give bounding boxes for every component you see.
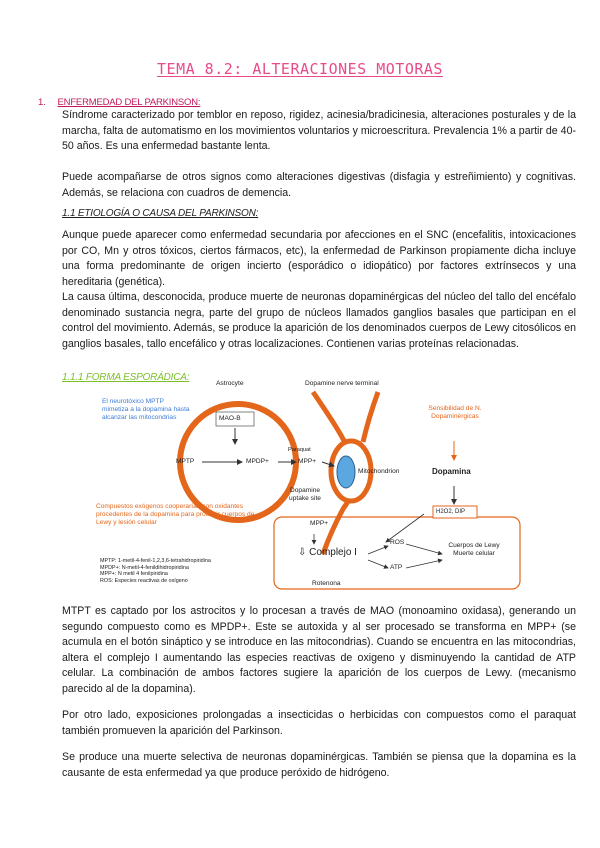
label-complejo: ⇩ Complejo I — [298, 547, 357, 558]
label-cuerpos: Cuerpos de Lewy Muerte celular — [448, 542, 500, 557]
label-atp: ATP — [390, 564, 403, 571]
label-mpp-small: MPP+ — [310, 520, 329, 527]
legend-item: MPDP+: N-metil-4-fenildihidropiridina — [100, 564, 189, 571]
mitochondrion-shape — [337, 456, 355, 488]
section-heading-parkinson — [38, 97, 200, 108]
label-ros: ROS — [390, 539, 405, 546]
paragraph-etiology-2: La causa última, desconocida, produce muerte de neuronas dopaminérgicas del núcleo del tallo del encéfalo denominado sustancia negra, parte del grupo de núcleos llamados ganglios basales que participan en el control del movimiento. Además, se produce la aparición de los denominados cuerpos de Lewy citosólicos en ganglios basales, tallo encefálico y otras localizaciones. Contienen varias proteínas relacionadas. — [62, 291, 576, 350]
arrow-complejo-ros — [368, 546, 388, 554]
subsubsection-heading-sporadic: 1.1.1 FORMA ESPORÁDICA: — [62, 372, 190, 383]
arrow-to-ros — [386, 514, 424, 542]
label-mao-b: MAO-B — [219, 415, 241, 422]
label-dopamine-terminal: Dopamine nerve terminal — [305, 380, 379, 387]
paragraph-signs: Puede acompañarse de otros signos como alteraciones digestivas (disfagia y estreñimiento) y cognitivas. Además, se relaciona con cuadros de demencia. — [62, 171, 576, 199]
arrow-atp-cuerpos — [406, 560, 442, 568]
label-uptake-site: Dopamine uptake site — [289, 487, 321, 502]
paragraph-etiology-1: Aunque puede aparecer como enfermedad secundaria por afecciones en el SNC (encefalitis, intoxicaciones por CO, Mn y otros tóxicos, ciertos fármacos, etc), la enfermedad de Parkinson propiamente dicha incluye una forma predominante de origen incierto (esporádico o idiopático) por factores extrínsecos y una hereditaria (genética). — [62, 229, 576, 288]
legend-item: MPP+: N metil 4 fenilpiridina — [100, 571, 168, 578]
paragraph-definition: Síndrome caracterizado por temblor en reposo, rigidez, acinesia/bradicinesia, alteraciones posturales y de la marcha, falta de automatismo en los movimientos voluntarios y microescritura. Prevalencia 1% a partir de 40-50 años. Es una enfermedad bastante lenta. — [62, 109, 576, 153]
label-astrocyte: Astrocyte — [216, 380, 244, 387]
paragraph-dopamine-death: Se produce una muerte selectiva de neuronas dopaminérgicas. También se piensa que la dopamina es la causante de esta enfermedad ya que produce peróxido de hidrógeno. — [62, 751, 576, 779]
legend-item: MPTP: 1-metil-4-fenil-1,2,3,6-tetrahidropiridina — [100, 558, 211, 564]
label-mpdp: MPDP+ — [246, 458, 269, 465]
section-number: 1. — [38, 97, 46, 108]
note-blue-mptp: El neurotóxico MPTP mimetiza a la dopamina hasta alcanzar las mitocondrias — [102, 398, 190, 421]
paragraph-mptp-mechanism: MTPT es captado por los astrocitos y lo procesan a través de MAO (monoamino oxidasa), generando un segundo compuesto como es MPDP+. Este se autoxida y al ser procesado se transforma en MPP+ (se acumula en el botón sináptico y se introduce en las mitocondrias). Cuando se encuentra en las mitocondrias, altera el complejo I aumentando las especies reactivas de oxigeno y disminuyendo la cantidad de ATP celular. La combinación de ambos factores sugiere la aparición de los cuerpos de Lewy. (mecanismo parecido al de la dopamina). — [62, 605, 576, 695]
label-paraquat: Paraquat — [288, 447, 311, 453]
label-mptp: MPTP — [176, 458, 195, 465]
page-title: TEMA 8.2: ALTERACIONES MOTORAS — [157, 60, 443, 78]
label-mitochondrion: Mitochondrion — [358, 468, 400, 475]
arrow-complejo-atp — [368, 560, 388, 568]
label-dopamina: Dopamina — [432, 467, 471, 476]
label-sensibilidad: Sensibilidad de N. Dopaminérgicas — [428, 405, 482, 420]
legend-item: ROS: Especies reactivas de oxígeno — [100, 577, 188, 584]
note-orange-compuestos: Compuestos exógenos cooperarían con oxidantes procedentes de la dopamina para producir cuerpos de Lewy y lesión celular — [96, 503, 255, 526]
label-rotenona: Rotenona — [312, 580, 341, 587]
nerve-terminal-right-edge — [363, 392, 378, 442]
legend-block — [100, 558, 211, 584]
subsection-heading-etiology: 1.1 ETIOLOGÍA O CAUSA DEL PARKINSON: — [62, 208, 259, 219]
paragraph-paraquat: Por otro lado, exposiciones prolongadas a insecticidas o herbicidas con compuestos como el paraquat también promueven la aparición del Parkinson. — [62, 709, 576, 737]
mptp-mechanism-figure — [88, 380, 528, 594]
section-heading-text: ENFERMEDAD DEL PARKINSON: — [57, 97, 201, 108]
label-h2o2: H2O2, DIP — [436, 509, 466, 515]
label-mpp: MPP+ — [298, 458, 317, 465]
arrow-ros-cuerpos — [406, 544, 442, 554]
